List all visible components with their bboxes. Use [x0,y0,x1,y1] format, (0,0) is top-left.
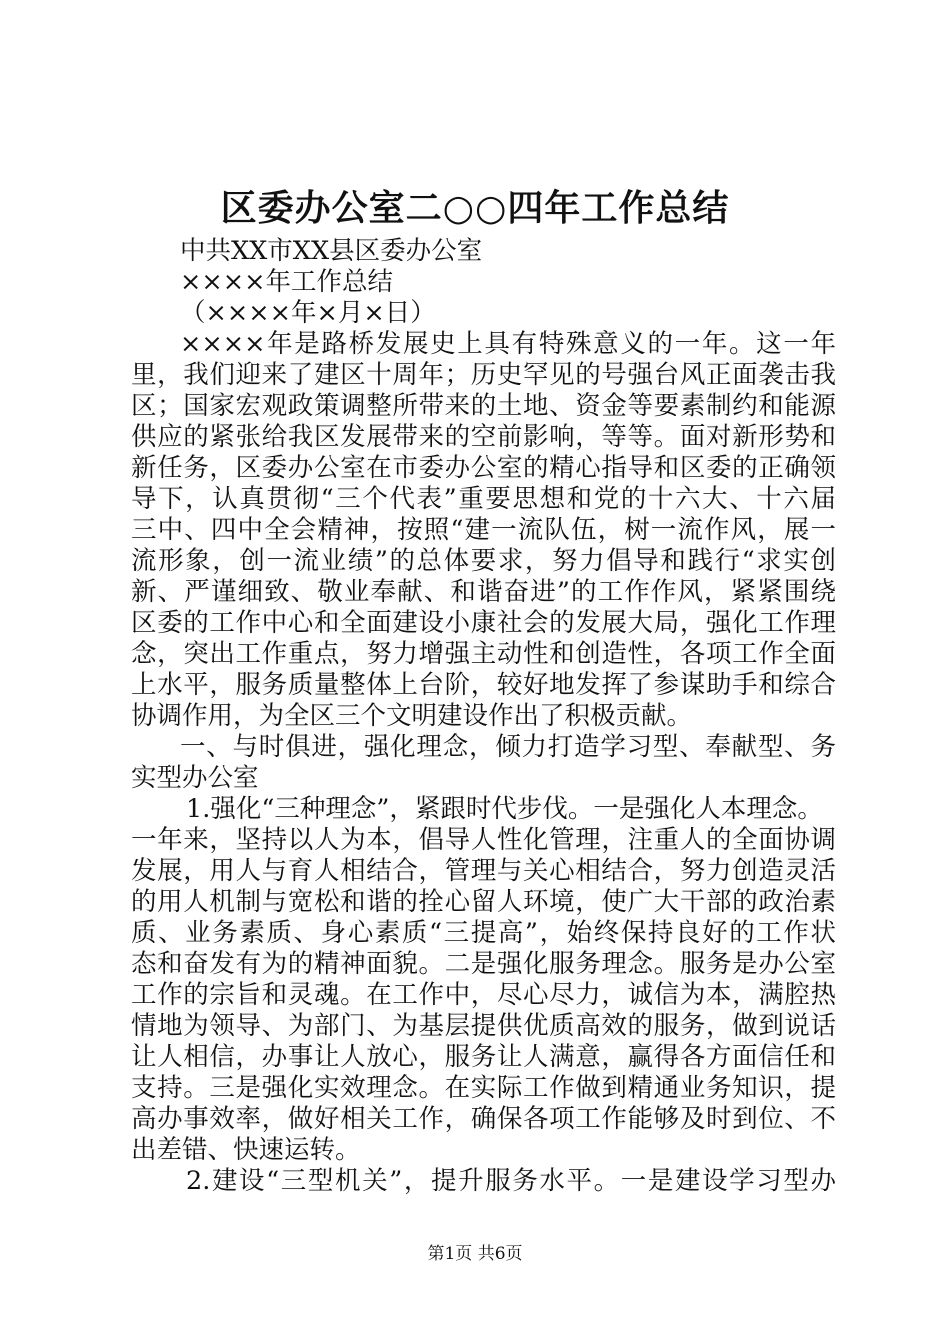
document-body [131,236,836,1197]
paragraph-line: 导下，认真贯彻“三个代表”重要思想和党的十六大、十六届 [131,484,836,514]
paragraph-line: 质、业务素质、身心素质“三提高”，始终保持良好的工作状 [131,918,836,948]
paragraph-line: 新任务，区委办公室在市委办公室的精心指导和区委的正确领 [131,453,836,483]
paragraph-line: 1.强化“三种理念”，紧跟时代步伐。一是强化人本理念。 [186,794,823,824]
paragraph-line: 2.建设“三型机关”，提升服务水平。一是建设学习型办 [186,1166,836,1196]
paragraph-line: 上水平，服务质量整体上台阶，较好地发挥了参谋助手和综合 [131,670,836,700]
paragraph-line: 协调作用，为全区三个文明建设作出了积极贡献。 [131,701,693,731]
paragraph-line: ××××年是路桥发展史上具有特殊意义的一年。这一年 [180,329,836,359]
header-line-org: 中共XX市XX县区委办公室 [180,236,483,266]
paragraph-line: 发展，用人与育人相结合，管理与关心相结合，努力创造灵活 [131,856,836,886]
paragraph-line: 区委的工作中心和全面建设小康社会的发展大局，强化工作理 [131,608,836,638]
header-line-date: （××××年×月×日） [180,298,436,328]
section-heading-line: 实型办公室 [131,763,259,793]
paragraph-line: 出差错、快速运转。 [131,1135,361,1165]
paragraph-line: 念，突出工作重点，努力增强主动性和创造性，各项工作全面 [131,639,836,669]
paragraph-line: 流形象，创一流业绩”的总体要求，努力倡导和践行“求实创 [131,546,836,576]
paragraph-line: 三中、四中全会精神，按照“建一流队伍，树一流作风，展一 [131,515,836,545]
paragraph-line: 情地为领导、为部门、为基层提供优质高效的服务，做到说话 [131,1011,836,1041]
paragraph-line: 工作的宗旨和灵魂。在工作中，尽心尽力，诚信为本，满腔热 [131,980,836,1010]
paragraph-line: 态和奋发有为的精神面貌。二是强化服务理念。服务是办公室 [131,949,836,979]
paragraph-line: 供应的紧张给我区发展带来的空前影响，等等。面对新形势和 [131,422,836,452]
paragraph-line: 让人相信，办事让人放心，服务让人满意，赢得各方面信任和 [131,1042,836,1072]
paragraph-line: 区；国家宏观政策调整所带来的土地、资金等要素制约和能源 [131,391,836,421]
paragraph-line: 支持。三是强化实效理念。在实际工作做到精通业务知识，提 [131,1073,836,1103]
paragraph-line: 新、严谨细致、敬业奉献、和谐奋进”的工作作风，紧紧围绕 [131,577,836,607]
paragraph-line: 高办事效率，做好相关工作，确保各项工作能够及时到位、不 [131,1104,836,1134]
page-number: 第1页 共6页 [427,1244,523,1264]
paragraph-line: 一年来，坚持以人为本，倡导人性化管理，注重人的全面协调 [131,825,836,855]
header-line-subtitle: ××××年工作总结 [180,267,393,297]
document-title: 区委办公室二○○四年工作总结 [220,188,730,229]
section-heading-line: 一、与时俱进，强化理念，倾力打造学习型、奉献型、务 [180,732,836,762]
paragraph-line: 里，我们迎来了建区十周年；历史罕见的号强台风正面袭击我 [131,360,836,390]
paragraph-line: 的用人机制与宽松和谐的拴心留人环境，使广大干部的政治素 [131,887,836,917]
